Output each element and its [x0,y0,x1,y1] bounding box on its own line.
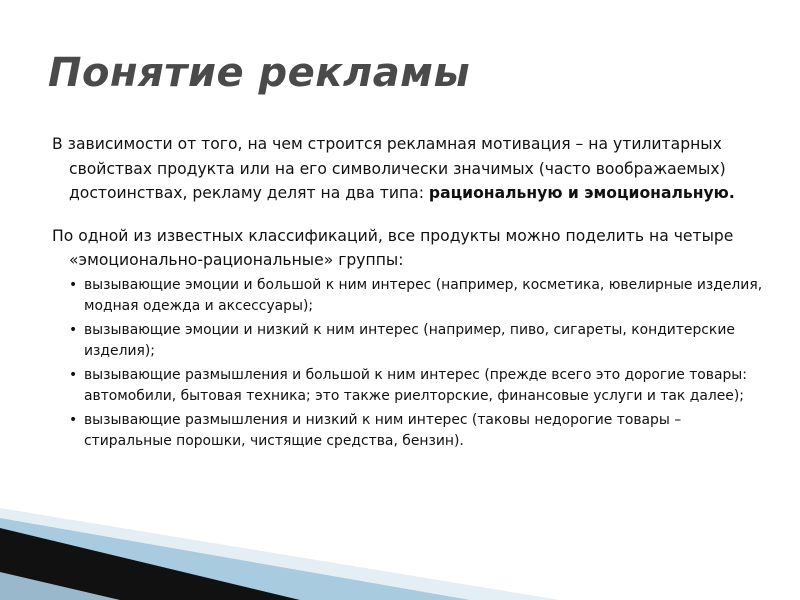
slide-content [52,132,764,455]
list-item-text: вызывающие эмоции и низкий к ним интерес (например, пиво, сигареты, кондитерские изделия); [84,321,735,359]
bullet-marker: • [69,321,78,338]
paragraph-classification: По одной из известных классификаций, все продукты можно поделить на четыре «эмоционально-рациональные» группы: [52,226,734,269]
list-item [69,410,764,452]
list-item [69,365,764,407]
bullet-marker: • [69,276,78,293]
list-item-text: вызывающие эмоции и большой к ним интерес (например, косметика, ювелирные изделия, модная одежда и аксессуары); [84,276,763,314]
list-item-text: вызывающие размышления и низкий к ним интерес (таковы недорогие товары – стиральные порошки, чистящие средства, бензин). [84,411,682,449]
list-item-text: вызывающие размышления и большой к ним интерес (прежде всего это дорогие товары: автомобили, бытовая техника; это также риелторские, финансовые услуги и так далее); [84,366,747,404]
bullet-marker: • [69,366,78,383]
list-item [69,275,764,317]
product-groups-list [52,275,764,452]
paragraph-advertising-types-text: В зависимости от того, на чем строится рекламная мотивация – на утилитарных свойствах продукта или на его символически значимых (часто воображаемых) достоинствах, рекламу делят на два типа: [52,135,726,202]
advertising-types-highlight: рациональную и эмоциональную. [428,184,735,202]
bullet-marker: • [69,411,78,428]
paragraph-advertising-types [52,132,764,206]
slide-title: Понятие рекламы [48,50,471,96]
list-item [69,320,764,362]
